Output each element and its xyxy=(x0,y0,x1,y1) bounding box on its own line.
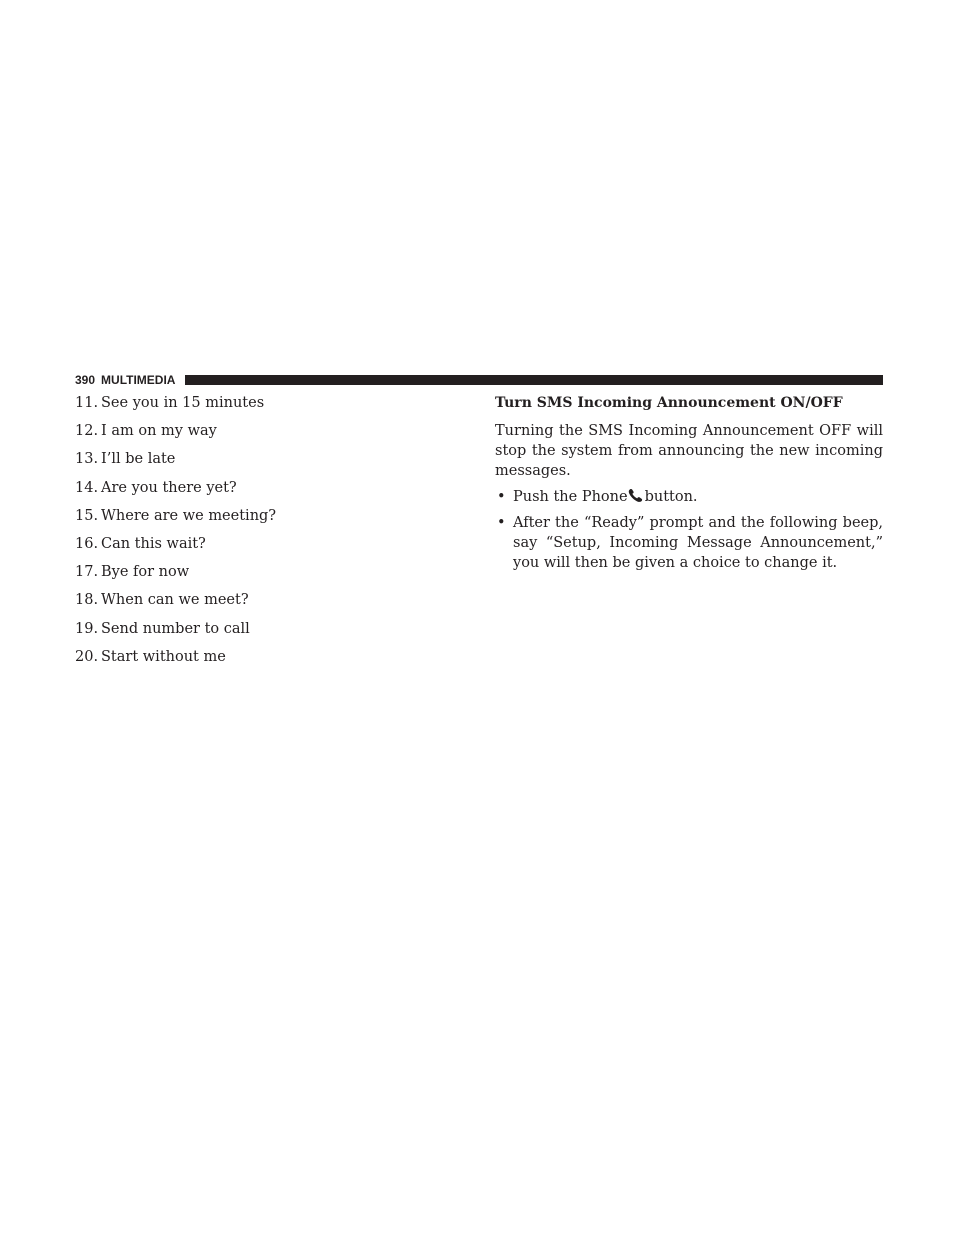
list-item-number: 13. xyxy=(75,451,99,468)
list-item xyxy=(75,563,455,581)
list-item-number: 11. xyxy=(75,395,99,411)
list-item xyxy=(75,394,455,412)
list-item-number: 15. xyxy=(75,507,99,524)
list-item-text: I’ll be late xyxy=(101,451,176,468)
list-item-text: When can we meet? xyxy=(101,592,249,609)
list-item xyxy=(75,422,455,440)
list-item xyxy=(75,591,455,609)
list-item-text: Can this wait? xyxy=(101,535,206,552)
list-item-number: 17. xyxy=(75,564,99,581)
list-item-text: See you in 15 minutes xyxy=(101,395,265,411)
list-item xyxy=(75,648,455,666)
bullet-marker: • xyxy=(497,515,506,531)
bullet-text-before-icon: Push the Phone xyxy=(513,489,628,505)
list-item xyxy=(75,479,455,497)
list-item-number: 16. xyxy=(75,535,99,552)
bullet-item xyxy=(495,487,883,507)
list-item-text: Send number to call xyxy=(101,620,250,637)
body-paragraph: Turning the SMS Incoming Announcement OFF will stop the system from announcing the new incoming messages. xyxy=(495,423,883,479)
bullet-marker: • xyxy=(497,489,506,505)
sms-announcement-section xyxy=(495,394,883,579)
header-rule xyxy=(185,375,883,385)
list-item-text: Are you there yet? xyxy=(101,479,237,496)
list-item xyxy=(75,620,455,638)
list-item-number: 12. xyxy=(75,423,99,440)
bullet-text: After the “Ready” prompt and the following beep, say “Setup, Incoming Message Announcement,” you will then be given a choice to change it. xyxy=(513,515,883,571)
phone-icon xyxy=(628,488,645,502)
list-item-text: Start without me xyxy=(101,648,226,665)
section-heading: Turn SMS Incoming Announcement ON/OFF xyxy=(495,395,843,411)
list-item-number: 20. xyxy=(75,648,99,665)
section-title: MULTIMEDIA xyxy=(101,373,176,387)
bullet-text-after-icon: button. xyxy=(644,489,698,505)
list-item xyxy=(75,507,455,525)
list-item-number: 14. xyxy=(75,479,99,496)
list-item xyxy=(75,535,455,553)
page-number: 390 xyxy=(75,373,96,387)
message-list xyxy=(75,394,455,676)
list-item-text: I am on my way xyxy=(101,423,217,440)
list-item-number: 19. xyxy=(75,620,99,637)
list-item-number: 18. xyxy=(75,592,99,609)
bullet-item xyxy=(495,513,883,573)
list-item-text: Where are we meeting? xyxy=(101,507,277,524)
list-item-text: Bye for now xyxy=(101,564,190,581)
page-header xyxy=(75,373,883,387)
list-item xyxy=(75,450,455,468)
